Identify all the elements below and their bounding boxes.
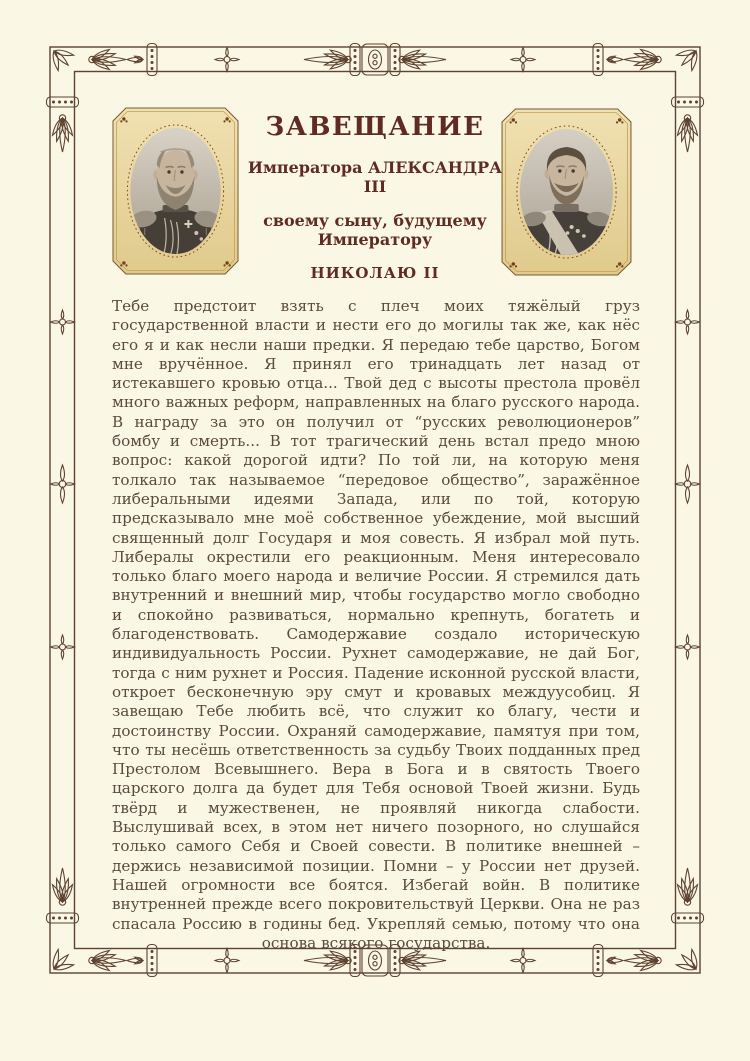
testament-text: Тебе предстоит взять с плеч моих тяжёлый груз государственной власти и нести его до могилы так же, как нёс его я и как несли наши предки. Я передаю тебе царство, Богом мне вручённое. Я принял его тринадцать лет назад от истекавшего кровью отца... Твой дед с высоты престола провёл много важных реформ, направленных на благо русского народа. В награду за это он получил от “русских революционеров” бомбу и смерть... В тот трагический день встал предо мною вопрос: какой дорогой идти? По той ли, на которую меня толкало так называемое “передовое общество”, заражённое либеральными идеями Запада, или по той, которую предсказывало мне моё собственное убеждение, мой высший священный долг Государя и моя совесть. Я избрал мой путь. Либералы окрестили его реакционным. Меня интересовало только благо моего народа и величие России. Я стремился дать внутренний и внешний мир, чтобы государство могло свободно и спокойно развиваться, нормально крепнуть, богатеть и благоденствовать. Самодержавие создало историческую индивидуальность России. Рухнет самодержавие, не дай Бог, тогда с ним рухнет и Россия. Падение исконной русской власти, откроет бесконечную эру смут и кровавых междуусобиц. Я завещаю Тебе любить всё, что служит ко благу, чести и достоинству России. Охраняй самодержавие, памятуя при том, что ты несёшь ответственность за судьбу Твоих подданных пред Престолом Всевышнего. Вера в Бога и в святость Твоего царского долга да будет для Тебя основой Твоей жизни. Будь твёрд и мужественен, не проявляй никогда слабости. Выслушивай всех, в этом нет ничего позорного, но слушайся только самого Себя и Своей совести. В политике внешней – держись независимой позиции. Помни – у России нет друзей. Нашей огромности все боятся. Избегай войн. В политике внутренней прежде всего покровительствуй Церкви. Она не раз спасала Россию в годины бед. Укрепляй семью, потому что она основа всякого государства. [112,297,640,952]
nicholas-ii-oval-photo-icon [500,107,633,277]
subtitle-line-1: Императора АЛЕКСАНДРА III [247,158,503,196]
subtitle-line-3: НИКОЛАЮ II [310,264,440,282]
portrait-frame-nicholas-ii [500,107,633,277]
title-block [238,112,512,282]
alexander-iii-oval-photo-icon [111,106,240,276]
page-title: ЗАВЕЩАНИЕ [265,112,485,142]
subtitle-line-2: своему сыну, будущему Императору [263,211,487,249]
portrait-frame-alexander-iii [111,106,240,276]
